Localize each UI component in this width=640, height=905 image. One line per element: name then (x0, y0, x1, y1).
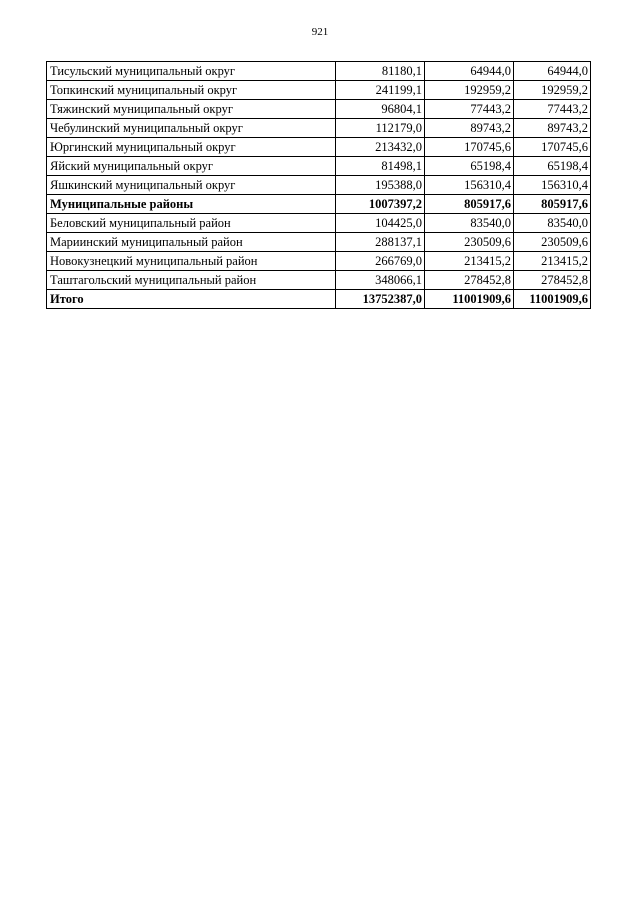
value-cell-2: 83540,0 (425, 214, 514, 233)
value-cell-3: 77443,2 (514, 100, 591, 119)
value-cell-2: 805917,6 (425, 195, 514, 214)
value-cell-3: 805917,6 (514, 195, 591, 214)
value-cell-1: 348066,1 (336, 271, 425, 290)
value-cell-1: 81180,1 (336, 62, 425, 81)
table-body (47, 62, 591, 309)
value-cell-1: 104425,0 (336, 214, 425, 233)
table-row (47, 157, 591, 176)
table-row (47, 81, 591, 100)
value-cell-1: 1007397,2 (336, 195, 425, 214)
value-cell-2: 213415,2 (425, 252, 514, 271)
value-cell-2: 170745,6 (425, 138, 514, 157)
row-name-cell: Чебулинский муниципальный округ (47, 119, 336, 138)
value-cell-1: 241199,1 (336, 81, 425, 100)
row-name-cell: Итого (47, 290, 336, 309)
row-name-cell: Муниципальные районы (47, 195, 336, 214)
value-cell-3: 156310,4 (514, 176, 591, 195)
budget-table (46, 61, 591, 309)
row-name-cell: Юргинский муниципальный округ (47, 138, 336, 157)
value-cell-3: 213415,2 (514, 252, 591, 271)
value-cell-3: 170745,6 (514, 138, 591, 157)
row-name-cell: Тяжинский муниципальный округ (47, 100, 336, 119)
value-cell-1: 81498,1 (336, 157, 425, 176)
table-row (47, 100, 591, 119)
value-cell-2: 230509,6 (425, 233, 514, 252)
row-name-cell: Таштагольский муниципальный район (47, 271, 336, 290)
table-row (47, 214, 591, 233)
value-cell-1: 96804,1 (336, 100, 425, 119)
row-name-cell: Новокузнецкий муниципальный район (47, 252, 336, 271)
value-cell-2: 11001909,6 (425, 290, 514, 309)
value-cell-3: 89743,2 (514, 119, 591, 138)
value-cell-1: 213432,0 (336, 138, 425, 157)
row-name-cell: Беловский муниципальный район (47, 214, 336, 233)
row-name-cell: Тисульский муниципальный округ (47, 62, 336, 81)
value-cell-1: 195388,0 (336, 176, 425, 195)
value-cell-2: 65198,4 (425, 157, 514, 176)
value-cell-1: 266769,0 (336, 252, 425, 271)
table-row (47, 62, 591, 81)
table-row (47, 138, 591, 157)
table-row (47, 233, 591, 252)
table-row (47, 176, 591, 195)
value-cell-3: 230509,6 (514, 233, 591, 252)
table-row (47, 252, 591, 271)
value-cell-3: 11001909,6 (514, 290, 591, 309)
value-cell-2: 77443,2 (425, 100, 514, 119)
row-name-cell: Яйский муниципальный округ (47, 157, 336, 176)
row-name-cell: Яшкинский муниципальный округ (47, 176, 336, 195)
value-cell-3: 83540,0 (514, 214, 591, 233)
page-number: 921 (311, 26, 329, 38)
table-total-row (47, 290, 591, 309)
value-cell-2: 64944,0 (425, 62, 514, 81)
row-name-cell: Топкинский муниципальный округ (47, 81, 336, 100)
value-cell-2: 192959,2 (425, 81, 514, 100)
table-total-row (47, 195, 591, 214)
table-row (47, 271, 591, 290)
value-cell-3: 64944,0 (514, 62, 591, 81)
value-cell-2: 156310,4 (425, 176, 514, 195)
value-cell-1: 288137,1 (336, 233, 425, 252)
value-cell-3: 65198,4 (514, 157, 591, 176)
value-cell-1: 112179,0 (336, 119, 425, 138)
value-cell-2: 278452,8 (425, 271, 514, 290)
row-name-cell: Мариинский муниципальный район (47, 233, 336, 252)
value-cell-2: 89743,2 (425, 119, 514, 138)
value-cell-3: 278452,8 (514, 271, 591, 290)
value-cell-1: 13752387,0 (336, 290, 425, 309)
table-row (47, 119, 591, 138)
value-cell-3: 192959,2 (514, 81, 591, 100)
